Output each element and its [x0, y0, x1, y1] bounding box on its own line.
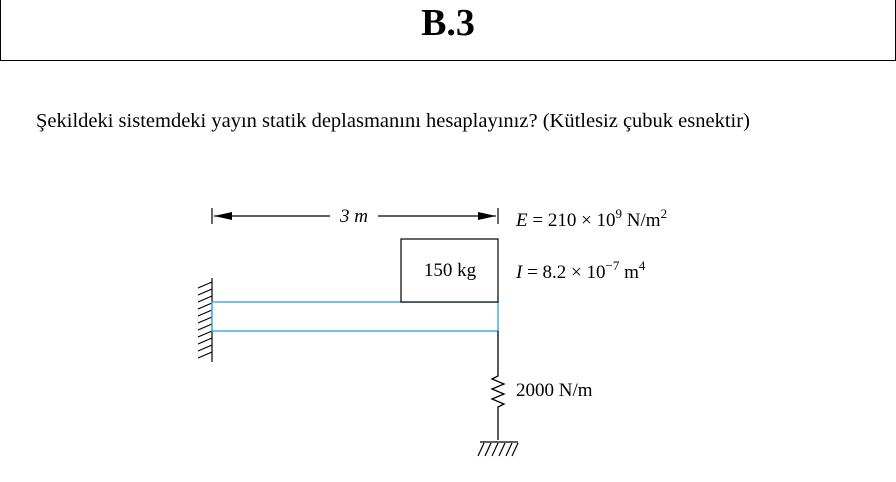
page-title: B.3	[421, 2, 475, 44]
question-text: Şekildeki sistemdeki yayın statik deplasmanını hesaplayınız? (Kütlesiz çubuk esnektir)	[36, 110, 750, 132]
beam	[212, 302, 498, 331]
mass-label: 150 kg	[423, 260, 477, 281]
spring-label: 2000 N/m	[516, 380, 593, 401]
ground-support	[478, 442, 518, 456]
modulus-label: $E = 210 \times 10^9$ $N/m^2$	[516, 206, 668, 231]
inertia-label: $I = 8.2 \times 10^{-7}$ $m^4$	[516, 258, 646, 283]
spring	[492, 331, 504, 440]
length-label: 3 m	[340, 206, 368, 227]
fixed-wall-support	[198, 278, 212, 362]
